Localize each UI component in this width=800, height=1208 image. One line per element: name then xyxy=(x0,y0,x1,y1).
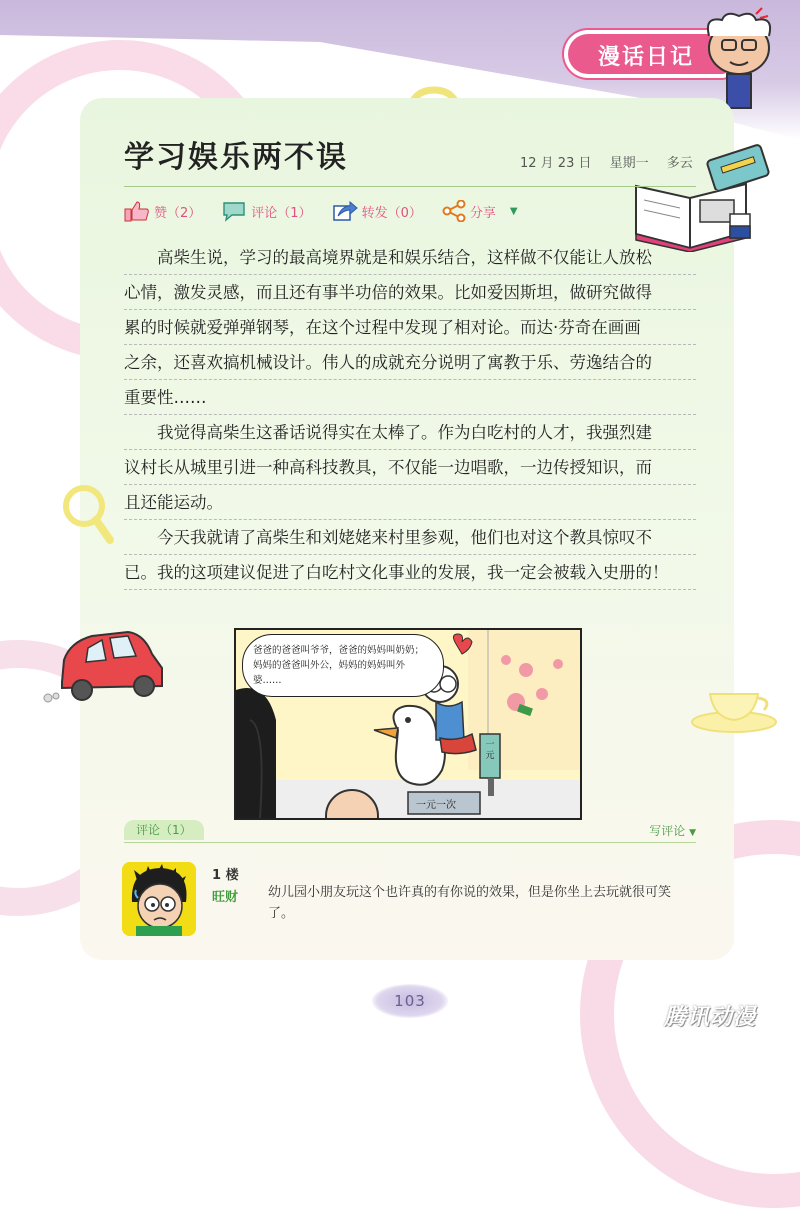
body-line: 高柴生说，学习的最高境界就是和娱乐结合，这样做不仅能让人放松 xyxy=(124,240,696,275)
speech-bubble-icon xyxy=(221,200,247,222)
comment-label: 评论（1） xyxy=(251,205,312,221)
forward-label: 转发（0） xyxy=(361,205,422,221)
page-title: 学习娱乐两不误 xyxy=(124,140,348,175)
comments-header xyxy=(124,820,696,843)
body-line: 且还能运动。 xyxy=(124,485,696,520)
forward-arrow-icon xyxy=(332,200,358,222)
comment-floor: 1 楼 xyxy=(212,868,239,883)
body-line: 重要性…… xyxy=(124,380,696,415)
body-line: 议村长从城里引进一种高科技教具，不仅能一边唱歌，一边传授知识，而 xyxy=(124,450,696,485)
boy-avatar-icon xyxy=(122,862,196,936)
diary-body xyxy=(124,240,696,590)
write-comment-label: 写评论 xyxy=(649,824,686,838)
commenter-name[interactable]: 旺财 xyxy=(212,890,239,905)
speech-bubble: 爸爸的爸爸叫爷爷，爸爸的妈妈叫奶奶；妈妈的爸爸叫外公，妈妈的妈妈叫外婆…… xyxy=(242,634,444,697)
eraser-icon xyxy=(728,212,754,242)
avatar[interactable] xyxy=(122,862,196,936)
body-line: 已。我的这项建议促进了白吃村文化事业的发展，我一定会被载入史册的！ xyxy=(124,555,696,590)
body-line: 我觉得高柴生这番话说得实在太棒了。作为白吃村的人才，我强烈建 xyxy=(124,415,696,450)
teacup-icon xyxy=(690,676,782,734)
share-icon xyxy=(442,200,466,222)
comment-text: 幼儿园小朋友玩这个也许真的有你说的效果，但是你坐上去玩就很可笑了。 xyxy=(268,885,672,921)
diary-date: 12 月 23 日 xyxy=(520,156,592,171)
ride-base-label: 一元一次 xyxy=(416,800,456,811)
watermark-logo: 腾讯动漫 xyxy=(664,1005,757,1030)
section-badge-label: 漫话日记 xyxy=(598,45,695,70)
comic-panel xyxy=(234,628,582,820)
coin-sign: 一元 xyxy=(485,740,495,761)
magnifier-icon xyxy=(58,482,118,546)
comment-button[interactable] xyxy=(221,200,311,222)
more-dropdown-icon[interactable]: ▼ xyxy=(509,205,518,217)
diary-weekday: 星期一 xyxy=(609,156,649,171)
like-label: 赞（2） xyxy=(154,205,202,221)
comments-tab[interactable]: 评论（1） xyxy=(124,820,204,840)
pencil-case-icon xyxy=(706,144,772,190)
body-line: 累的时候就爱弹弹钢琴，在这个过程中发现了相对论。而达·芬奇在画画 xyxy=(124,310,696,345)
share-label: 分享 xyxy=(469,205,496,221)
body-line: 今天我就请了高柴生和刘姥姥来村里参观，他们也对这个教具惊叹不 xyxy=(124,520,696,555)
share-button[interactable] xyxy=(442,200,496,222)
body-line: 心情，激发灵感，而且还有事半功倍的效果。比如爱因斯坦，做研究做得 xyxy=(124,275,696,310)
thumbs-up-icon xyxy=(124,200,150,222)
diary-weather: 多云 xyxy=(666,156,693,171)
write-comment-link[interactable] xyxy=(649,822,696,839)
like-button[interactable] xyxy=(124,200,201,222)
forward-button[interactable] xyxy=(332,200,422,222)
caret-down-icon: ▼ xyxy=(689,828,696,838)
red-car-icon xyxy=(40,624,172,708)
body-line: 之余，还喜欢搞机械设计。伟人的成就充分说明了寓教于乐、劳逸结合的 xyxy=(124,345,696,380)
page-number: 103 xyxy=(372,984,448,1018)
title-divider xyxy=(124,186,696,187)
action-bar xyxy=(124,198,518,224)
